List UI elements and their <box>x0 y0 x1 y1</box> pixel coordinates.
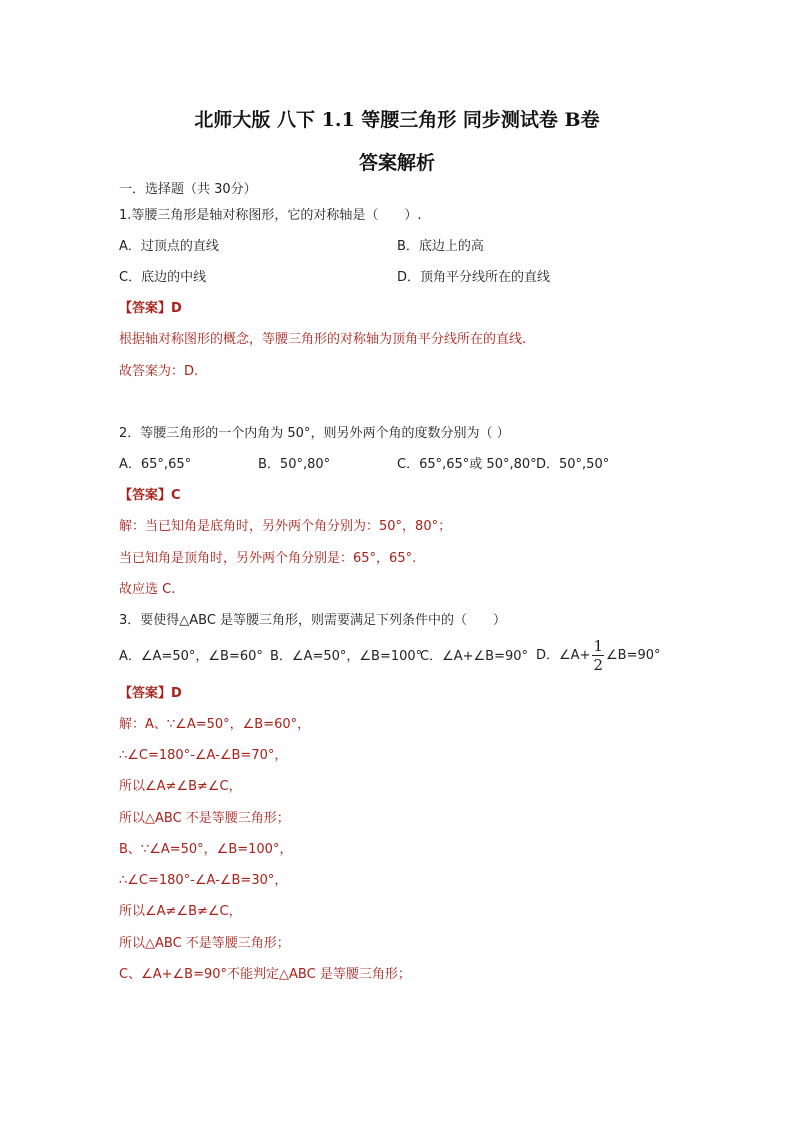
question-2-option-d: D．50°,50° <box>536 457 610 472</box>
question-3-explanation-line: 所以∠A≠∠B≠∠C， <box>119 779 242 794</box>
question-3-explanation-line: B、∵∠A=50°，∠B=100°， <box>119 842 293 857</box>
question-1-explanation-line: 根据轴对称图形的概念，等腰三角形的对称轴为顶角平分线所在的直线. <box>119 332 527 347</box>
question-2-explanation-line: 解：当已知角是底角时，另外两个角分别为：50°，80°； <box>119 519 452 534</box>
question-2-stem: 2．等腰三角形的一个内角为 50°，则另外两个角的度数分别为（ ） <box>119 426 510 441</box>
question-1-option-a: A．过顶点的直线 <box>119 239 219 254</box>
question-3-explanation-line: C、∠A+∠B=90°不能判定△ABC 是等腰三角形； <box>119 967 411 982</box>
question-1-option-c: C．底边的中线 <box>119 270 207 285</box>
question-1-option-d: D．顶角平分线所在的直线 <box>397 270 551 285</box>
document-subtitle: 答案解析 <box>358 152 435 174</box>
question-3-answer: 【答案】D <box>119 686 182 701</box>
section-heading: 一．选择题（共 30分） <box>119 182 257 197</box>
document-title: 北师大版 八下 1.1 等腰三角形 同步测试卷 B卷 <box>194 109 600 131</box>
question-2-option-b: B．50°,80° <box>258 457 331 472</box>
option-d-prefix: D．∠A+ <box>536 648 591 663</box>
question-2-option-c: C．65°,65°或 50°,80° <box>397 457 537 472</box>
question-1-stem: 1.等腰三角形是轴对称图形，它的对称轴是（ ）. <box>119 208 422 223</box>
question-3-explanation-line: ∴∠C=180°-∠A-∠B=70°， <box>119 748 288 763</box>
question-1-answer: 【答案】D <box>119 301 182 316</box>
question-3-explanation-line: 所以△ABC 不是等腰三角形； <box>119 936 290 951</box>
question-3-option-d <box>536 637 661 674</box>
question-1-option-b: B．底边上的高 <box>397 239 484 254</box>
question-3-explanation-line: 解：A、∵∠A=50°，∠B=60°， <box>119 717 311 732</box>
question-3-option-c: C．∠A+∠B=90° <box>420 649 529 664</box>
question-2-explanation-line: 当已知角是顶角时，另外两个角分别是：65°，65°. <box>119 551 417 566</box>
question-3-option-b: B．∠A=50°，∠B=100° <box>270 649 423 664</box>
question-3-option-a: A．∠A=50°，∠B=60° <box>119 649 263 664</box>
question-2-explanation-line: 故应选 C. <box>119 582 176 597</box>
fraction-denominator: 2 <box>593 656 603 674</box>
question-2-option-a: A．65°,65° <box>119 457 192 472</box>
question-3-explanation-line: 所以∠A≠∠B≠∠C， <box>119 904 242 919</box>
option-d-suffix: ∠B=90° <box>606 648 661 663</box>
fraction-numerator: 1 <box>593 637 603 655</box>
question-3-stem: 3．要使得△ABC 是等腰三角形，则需要满足下列条件中的（ ） <box>119 613 507 628</box>
question-1-explanation-line: 故答案为：D. <box>119 364 199 379</box>
question-2-answer: 【答案】C <box>119 488 181 503</box>
question-3-explanation-line: 所以△ABC 不是等腰三角形； <box>119 811 290 826</box>
fraction-one-half <box>592 637 604 674</box>
question-3-explanation-line: ∴∠C=180°-∠A-∠B=30°， <box>119 873 288 888</box>
